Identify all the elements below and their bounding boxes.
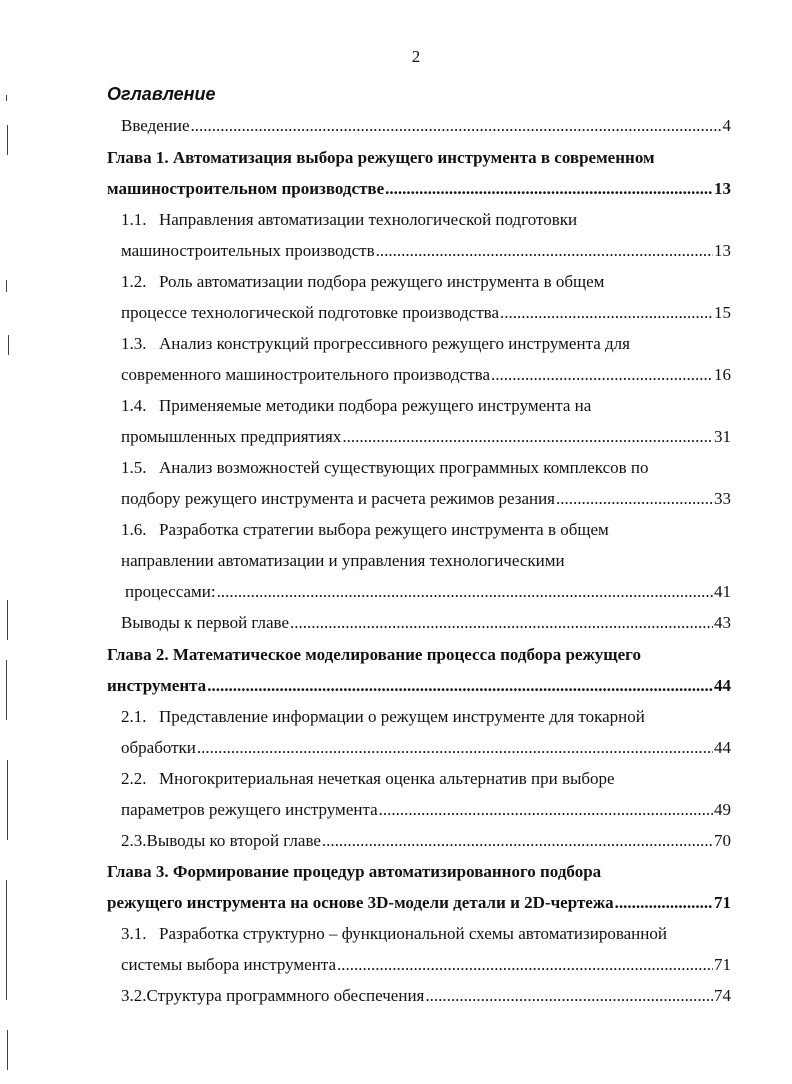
dot-leader <box>290 613 713 633</box>
dot-leader <box>376 241 713 261</box>
toc-section-2-3[interactable] <box>121 831 731 851</box>
toc-entry-text: обработки <box>121 738 196 757</box>
dot-leader <box>385 179 713 199</box>
toc-entry-text: Многокритериальная нечеткая оценка альтернатив при выборе <box>159 769 615 788</box>
dot-leader <box>197 738 713 758</box>
toc-section-1-3-line-1[interactable] <box>121 334 731 354</box>
toc-entry-text: Анализ возможностей существующих программных комплексов по <box>159 458 649 477</box>
toc-entry-page: 44 <box>714 676 731 695</box>
toc-section-2-2-line-1[interactable] <box>121 769 731 789</box>
toc-entry-page: 44 <box>714 738 731 757</box>
toc-entry-number: 1.1. <box>121 210 147 229</box>
page-number: 2 <box>411 47 421 66</box>
toc-entry-page: 31 <box>714 427 731 446</box>
toc-entry-page: 13 <box>714 241 731 260</box>
toc-section-1-6-line-2[interactable] <box>121 551 731 571</box>
toc-entry-text: Представление информации о режущем инструменте для токарной <box>159 707 645 726</box>
toc-section-1-2-line-2[interactable] <box>121 303 731 323</box>
scan-artifact <box>7 1030 8 1070</box>
toc-entry-page: 33 <box>714 489 731 508</box>
toc-entry-number: 1.4. <box>121 396 147 415</box>
toc-entry-introduction[interactable] <box>121 116 731 136</box>
toc-section-1-1-line-1[interactable] <box>121 210 731 230</box>
scan-artifact <box>6 280 7 292</box>
toc-entry-text: Применяемые методики подбора режущего инструмента на <box>159 396 592 415</box>
toc-entry-text: Разработка структурно – функциональной схемы автоматизированной <box>159 924 667 943</box>
toc-entry-text: Глава 2. Математическое моделирование процесса подбора режущего <box>107 645 641 664</box>
toc-title: Оглавление <box>107 84 216 104</box>
toc-chapter-2-title-line-2[interactable] <box>107 676 731 696</box>
dot-leader <box>500 303 713 323</box>
scan-artifact <box>7 600 8 640</box>
toc-entry-number: 3.2. <box>121 986 147 1005</box>
toc-entry-number: 1.5. <box>121 458 147 477</box>
scan-artifact <box>7 760 8 840</box>
toc-entry-number: 2.3. <box>121 831 147 850</box>
toc-section-1-6-line-1[interactable] <box>121 520 731 540</box>
toc-entry-page: 4 <box>722 116 731 135</box>
toc-section-1-3-line-2[interactable] <box>121 365 731 385</box>
toc-section-3-1-line-1[interactable] <box>121 924 731 944</box>
toc-entry-page: 13 <box>714 179 731 198</box>
toc-entry-text: Разработка стратегии выбора режущего инструмента в общем <box>159 520 609 539</box>
dot-leader <box>556 489 713 509</box>
toc-entry-page: 70 <box>714 831 731 850</box>
toc-entry-text: Выводы ко второй главе <box>146 831 321 850</box>
toc-chapter-1-title-line-2[interactable] <box>107 179 731 199</box>
dot-leader <box>322 831 713 851</box>
toc-entry-page: 15 <box>714 303 731 322</box>
toc-entry-page: 71 <box>714 955 731 974</box>
toc-entry-text: Структура программного обеспечения <box>146 986 425 1005</box>
toc-entry-text: Выводы к первой главе <box>121 613 290 632</box>
scan-artifact <box>6 95 7 101</box>
dot-leader <box>207 676 713 696</box>
toc-chapter-2-title-line-1[interactable] <box>107 645 731 665</box>
toc-entry-number: 2.2. <box>121 769 147 788</box>
dot-leader <box>615 893 713 913</box>
toc-section-1-5-line-2[interactable] <box>121 489 731 509</box>
toc-entry-page: 49 <box>714 800 731 819</box>
scan-artifact <box>6 660 7 720</box>
toc-entry-text: Направления автоматизации технологической подготовки <box>159 210 578 229</box>
toc-entry-number: 3.1. <box>121 924 147 943</box>
dot-leader <box>379 800 713 820</box>
toc-entry-page: 16 <box>714 365 731 384</box>
scan-artifact <box>6 880 7 1000</box>
toc-entry-page: 74 <box>714 986 731 1005</box>
toc-entry-page: 71 <box>714 893 731 912</box>
toc-section-1-5-line-1[interactable] <box>121 458 731 478</box>
toc-entry-text: подбору режущего инструмента и расчета режимов резания <box>121 489 555 508</box>
toc-section-3-2[interactable] <box>121 986 731 1006</box>
toc-entry-number: 1.2. <box>121 272 147 291</box>
toc-entry-text: системы выбора инструмента <box>121 955 336 974</box>
toc-entry-text: параметров режущего инструмента <box>121 800 378 819</box>
dot-leader <box>342 427 713 447</box>
toc-section-2-1-line-2[interactable] <box>121 738 731 758</box>
scan-artifact <box>8 335 9 355</box>
toc-entry-text: режущего инструмента на основе 3D-модели детали и 2D-чертежа <box>107 893 614 912</box>
toc-entry-page: 41 <box>714 582 731 601</box>
toc-entry-number: 2.1. <box>121 707 147 726</box>
toc-section-1-4-line-1[interactable] <box>121 396 731 416</box>
toc-section-3-1-line-2[interactable] <box>121 955 731 975</box>
toc-chapter-3-title-line-1[interactable] <box>107 862 731 882</box>
toc-entry-text: Анализ конструкций прогрессивного режущего инструмента для <box>159 334 630 353</box>
toc-entry-text: машиностроительных производств <box>121 241 375 260</box>
toc-entry-number: 1.6. <box>121 520 147 539</box>
toc-entry-text: машиностроительном производстве <box>107 179 385 198</box>
toc-section-1-1-line-2[interactable] <box>121 241 731 261</box>
toc-entry-number: 1.3. <box>121 334 147 353</box>
toc-entry-text: процессами: <box>125 582 216 601</box>
toc-entry-text: Введение <box>121 116 190 135</box>
toc-entry-text: современного машиностроительного производства <box>121 365 491 384</box>
toc-section-1-6-line-3[interactable] <box>125 582 731 602</box>
toc-chapter-3-title-line-2[interactable] <box>107 893 731 913</box>
toc-entry-text: Глава 3. Формирование процедур автоматизированного подбора <box>107 862 602 881</box>
toc-entry-text: процессе технологической подготовке производства <box>121 303 499 322</box>
dot-leader <box>491 365 713 385</box>
toc-chapter-1-title-line-1[interactable] <box>107 148 731 168</box>
dot-leader <box>425 986 713 1006</box>
toc-entry-text: промышленных предприятиях <box>121 427 342 446</box>
toc-section-2-2-line-2[interactable] <box>121 800 731 820</box>
toc-entry-text: инструмента <box>107 676 207 695</box>
toc-entry-text: направлении автоматизации и управления технологическими <box>121 551 565 570</box>
toc-entry-text: Роль автоматизации подбора режущего инструмента в общем <box>159 272 605 291</box>
toc-section-2-1-line-1[interactable] <box>121 707 731 727</box>
dot-leader <box>217 582 713 602</box>
toc-entry-page: 43 <box>714 613 731 632</box>
toc-entry-text: Глава 1. Автоматизация выбора режущего инструмента в современном <box>107 148 655 167</box>
dot-leader <box>191 116 722 136</box>
toc-section-1-2-line-1[interactable] <box>121 272 731 292</box>
scan-artifact <box>7 125 8 155</box>
dot-leader <box>337 955 713 975</box>
toc-section-1-4-line-2[interactable] <box>121 427 731 447</box>
toc-entry-chapter-1-conclusions[interactable] <box>121 613 731 633</box>
